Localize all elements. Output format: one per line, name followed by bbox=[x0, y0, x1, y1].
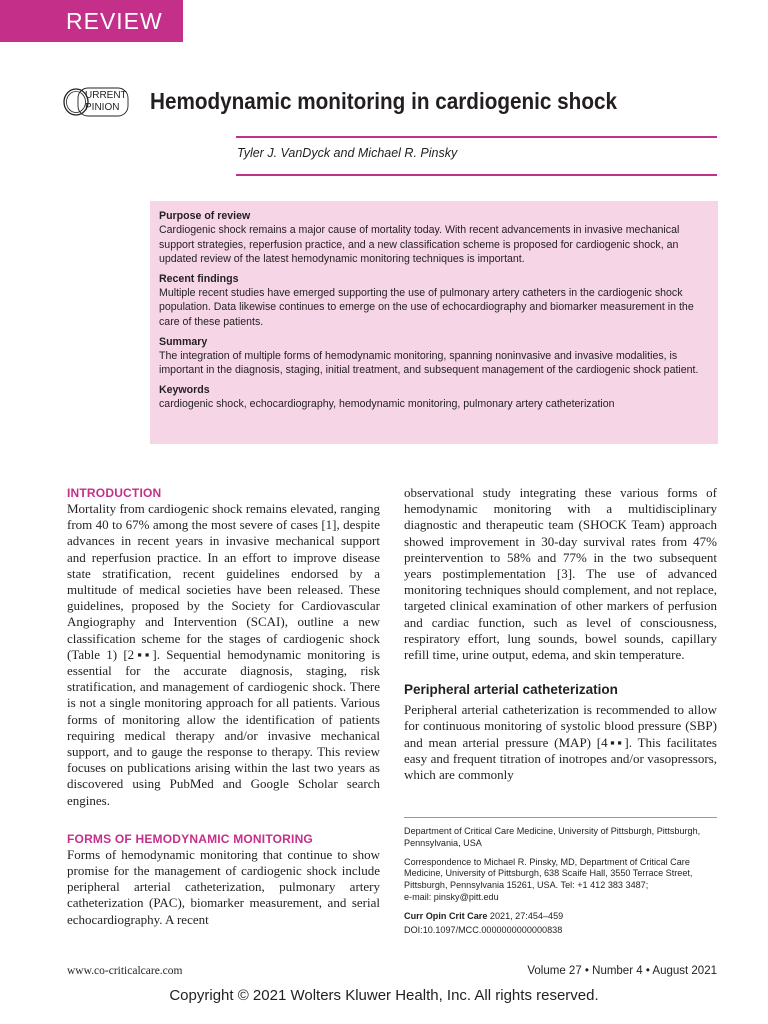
correspondence-note: Correspondence to Michael R. Pinsky, MD, Department of Critical Care Medicine, University of Pittsburgh, 638 Scaife Hall, 3550 Terrace Street, Pittsburgh, Pennsylvania 15261, USA. Tel: +1 412 383 3487; bbox=[404, 856, 693, 891]
shock-team-text: observational study integrating these various forms of hemodynamic monitoring with a multidisciplinary diagnostic and therapeutic team (SHOCK Team) approach showed improvement in 30-day survival rates from 47% preintervention to 58% and 77% in the two subsequent years postimplementation [3]. The use of advanced monitoring techniques should complement, and not replace, targeted clinical examination of other markers of perfusion and cardiac function, such as level of consciousness, respiratory effort, lung sounds, bowel sounds, capillary refill time, urine output, edema, and skin temperature. bbox=[404, 485, 717, 663]
purpose-text: Cardiogenic shock remains a major cause of mortality today. With recent advancements in invasive mechanical support strategies, reperfusion practice, and a new classification scheme is proposed for cardiogenic shock, an updated review of the latest hemodynamic monitoring techniques is important. bbox=[159, 224, 680, 266]
introduction-heading: INTRODUCTION bbox=[67, 486, 162, 500]
right-column bbox=[404, 485, 717, 783]
forms-text: Forms of hemodynamic monitoring that continue to show promise for the management of cardiogenic shock include peripheral arterial catheterization, pulmonary artery catheterization (PAC), biomarker measurement, and serial echocardiography. A recent bbox=[67, 846, 380, 927]
forms-heading: FORMS OF HEMODYNAMIC MONITORING bbox=[67, 831, 313, 846]
logo-line-2: PINION bbox=[85, 102, 120, 113]
email-note: e-mail: pinsky@pitt.edu bbox=[404, 891, 499, 902]
introduction-text: Mortality from cardiogenic shock remains elevated, ranging from 40 to 67% among the most severe of cases [1], despite advances in recent years in invasive mechanical support and reperfusion practice. In an effort to improve disease state stratification, recent guidelines endorsed by a multitude of medical societies have been released. These guidelines, proposed by the Society for Cardiovascular Angiography and Intervention (SCAI), outline a new classification scheme for the stages of cardiogenic shock (Table 1) [2▪▪]. Sequential hemodynamic monitoring is essential for the accurate diagnosis, staging, risk stratification, and management of cardiogenic shock. There is not a single monitoring approach for all patients. Various forms of monitoring allow the identification of patients requiring medical therapy and/or invasive mechanical support, and to gauge the response to therapy. This review focuses on publications arising within the last two years as discovered using PubMed and Google Scholar search engines. bbox=[67, 501, 380, 808]
summary-text: The integration of multiple forms of hemodynamic monitoring, spanning noninvasive and invasive modalities, is important in the diagnosis, staging, initial treatment, and subsequent management of the cardiogenic shock patient. bbox=[159, 349, 699, 377]
affiliation-notes bbox=[404, 826, 717, 943]
authors-rule bbox=[236, 174, 717, 176]
citation: 2021, 27:454–459 bbox=[487, 910, 564, 921]
article-title: Hemodynamic monitoring in cardiogenic shock bbox=[150, 88, 617, 114]
journal-name: Curr Opin Crit Care bbox=[404, 910, 488, 921]
left-column bbox=[67, 485, 380, 928]
purpose-heading: Purpose of review bbox=[159, 210, 251, 222]
website-link[interactable]: www.co-criticalcare.com bbox=[67, 965, 183, 977]
copyright-notice: Copyright © 2021 Wolters Kluwer Health, Inc. All rights reserved. bbox=[169, 987, 599, 1004]
review-banner bbox=[0, 0, 183, 42]
current-opinion-logo bbox=[62, 84, 130, 120]
logo-line-1: URRENT bbox=[85, 90, 127, 101]
peripheral-heading: Peripheral arterial catheterization bbox=[404, 682, 618, 698]
article-authors: Tyler J. VanDyck and Michael R. Pinsky bbox=[237, 146, 458, 160]
findings-heading: Recent findings bbox=[159, 272, 239, 285]
issue-info: Volume 27 • Number 4 • August 2021 bbox=[527, 965, 717, 977]
title-rule bbox=[236, 136, 717, 138]
abstract-box bbox=[150, 201, 718, 444]
department-note: Department of Critical Care Medicine, University of Pittsburgh, Pittsburgh, Pennsylvania, USA bbox=[404, 826, 701, 848]
peripheral-text: Peripheral arterial catheterization is recommended to allow for continuous monitoring of systolic blood pressure (SBP) and mean arterial pressure (MAP) [4▪▪]. This facilitates easy and frequent titration of inotropes and/or vasopressors, which are commonly bbox=[404, 702, 717, 783]
summary-heading: Summary bbox=[159, 335, 208, 348]
findings-text: Multiple recent studies have emerged supporting the use of pulmonary artery catheters in the cardiogenic shock population. Data likewise continues to emerge on the use of echocardiography and biomarker measurement in the care of these patients. bbox=[159, 286, 694, 328]
notes-rule bbox=[404, 817, 717, 818]
keywords-text: cardiogenic shock, echocardiography, hemodynamic monitoring, pulmonary artery catheterization bbox=[159, 397, 615, 410]
review-label: REVIEW bbox=[66, 8, 163, 34]
keywords-heading: Keywords bbox=[159, 383, 210, 396]
doi: DOI:10.1097/MCC.0000000000000838 bbox=[404, 924, 563, 935]
